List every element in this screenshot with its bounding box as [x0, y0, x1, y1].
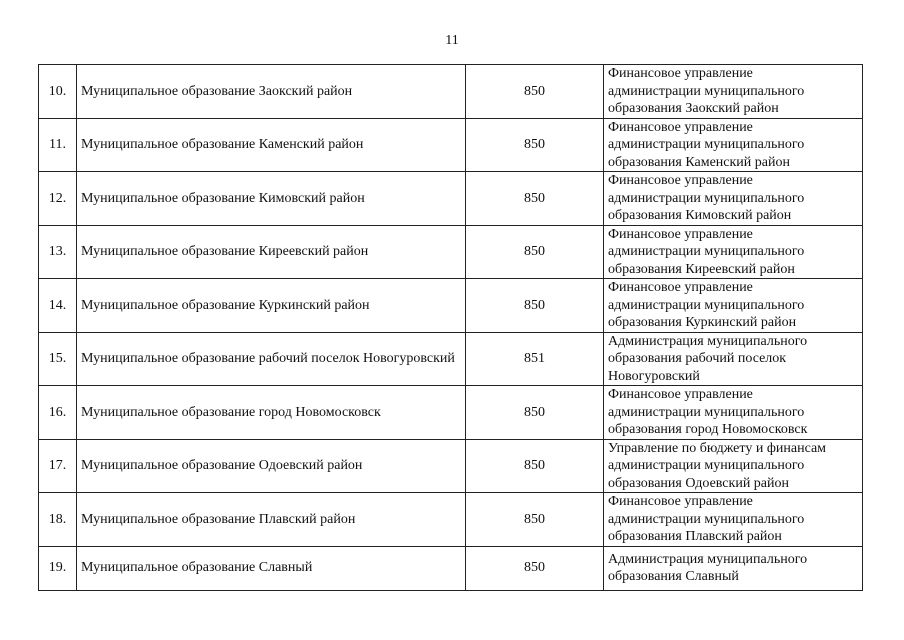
- administrator-line: образования Каменский район: [608, 154, 790, 170]
- administrator-line: образования Кимовский район: [608, 208, 792, 223]
- table-row: [39, 493, 863, 547]
- administrator-cell: [604, 439, 863, 493]
- administrator-line: образования Заокский район: [608, 101, 779, 116]
- administrator-cell: [604, 386, 863, 440]
- administrator-line: образования Одоевский район: [608, 475, 790, 491]
- administrator-line: Новогуровский: [608, 368, 700, 384]
- administrator-line: администрации муниципального: [608, 137, 805, 152]
- municipality-name: Муниципальное образование Одоевский район: [77, 439, 466, 493]
- table-row: [39, 546, 863, 590]
- admin-code: 850: [466, 65, 604, 119]
- municipality-name: Муниципальное образование Плавский район: [77, 493, 466, 547]
- table-row: [39, 172, 863, 226]
- row-number: 11.: [39, 118, 77, 172]
- municipality-name: Муниципальное образование Славный: [77, 546, 466, 590]
- administrator-cell: [604, 332, 863, 386]
- admin-code: 850: [466, 493, 604, 547]
- admin-code: 850: [466, 439, 604, 493]
- administrator-line: администрации муниципального: [608, 244, 805, 259]
- municipality-name: Муниципальное образование Каменский район: [77, 118, 466, 172]
- administrator-line: Финансовое управление: [608, 173, 753, 188]
- administrator-line: образования рабочий поселок: [608, 351, 787, 366]
- row-number: 13.: [39, 225, 77, 279]
- administrator-line: Финансовое управление: [608, 280, 753, 295]
- row-number: 16.: [39, 386, 77, 440]
- administrator-line: администрации муниципального: [608, 458, 805, 473]
- table-row: [39, 279, 863, 333]
- administrator-line: администрации муниципального: [608, 297, 805, 313]
- administrator-line: образования Плавский район: [608, 529, 782, 544]
- row-number: 12.: [39, 172, 77, 226]
- row-number: 15.: [39, 332, 77, 386]
- administrator-line: администрации муниципального: [608, 404, 805, 420]
- table-row: [39, 118, 863, 172]
- admin-code: 850: [466, 172, 604, 226]
- administrator-cell: [604, 65, 863, 119]
- table-row: [39, 439, 863, 493]
- table-row: [39, 65, 863, 119]
- admin-code: 850: [466, 225, 604, 279]
- administrator-line: Финансовое управление: [608, 66, 753, 81]
- municipality-name: Муниципальное образование Кимовский район: [77, 172, 466, 226]
- administrator-cell: [604, 279, 863, 333]
- municipality-name: Муниципальное образование город Новомосковск: [77, 386, 466, 440]
- municipality-name: Муниципальное образование рабочий поселок Новогуровский: [77, 332, 466, 386]
- admin-code: 850: [466, 118, 604, 172]
- administrator-line: Финансовое управление: [608, 226, 753, 242]
- administrator-line: Администрация муниципального: [608, 333, 808, 349]
- administrator-line: Управление по бюджету и финансам: [608, 440, 827, 456]
- administrator-cell: [604, 172, 863, 226]
- admin-code: 850: [466, 546, 604, 590]
- municipality-name: Муниципальное образование Заокский район: [77, 65, 466, 119]
- table-row: [39, 225, 863, 279]
- municipalities-table: [38, 64, 863, 591]
- administrator-line: образования Киреевский район: [608, 261, 795, 277]
- administrator-cell: [604, 493, 863, 547]
- admin-code: 850: [466, 386, 604, 440]
- table-row: [39, 332, 863, 386]
- administrator-line: Финансовое управление: [608, 119, 753, 135]
- row-number: 14.: [39, 279, 77, 333]
- municipality-name: Муниципальное образование Куркинский район: [77, 279, 466, 333]
- administrator-line: администрации муниципального: [608, 83, 805, 99]
- administrator-line: образования Славный: [608, 569, 739, 584]
- municipality-name: Муниципальное образование Киреевский район: [77, 225, 466, 279]
- page-number: 11: [445, 33, 459, 48]
- row-number: 17.: [39, 439, 77, 493]
- administrator-line: Администрация муниципального: [608, 551, 808, 567]
- administrator-line: Финансовое управление: [608, 494, 753, 509]
- administrator-line: образования город Новомосковск: [608, 422, 808, 437]
- administrator-line: администрации муниципального: [608, 511, 805, 527]
- row-number: 18.: [39, 493, 77, 547]
- administrator-line: администрации муниципального: [608, 190, 805, 206]
- admin-code: 851: [466, 332, 604, 386]
- administrator-line: Финансовое управление: [608, 387, 753, 402]
- administrator-line: образования Куркинский район: [608, 315, 797, 330]
- table-row: [39, 386, 863, 440]
- row-number: 19.: [39, 546, 77, 590]
- administrator-cell: [604, 546, 863, 590]
- admin-code: 850: [466, 279, 604, 333]
- administrator-cell: [604, 225, 863, 279]
- row-number: 10.: [39, 65, 77, 119]
- administrator-cell: [604, 118, 863, 172]
